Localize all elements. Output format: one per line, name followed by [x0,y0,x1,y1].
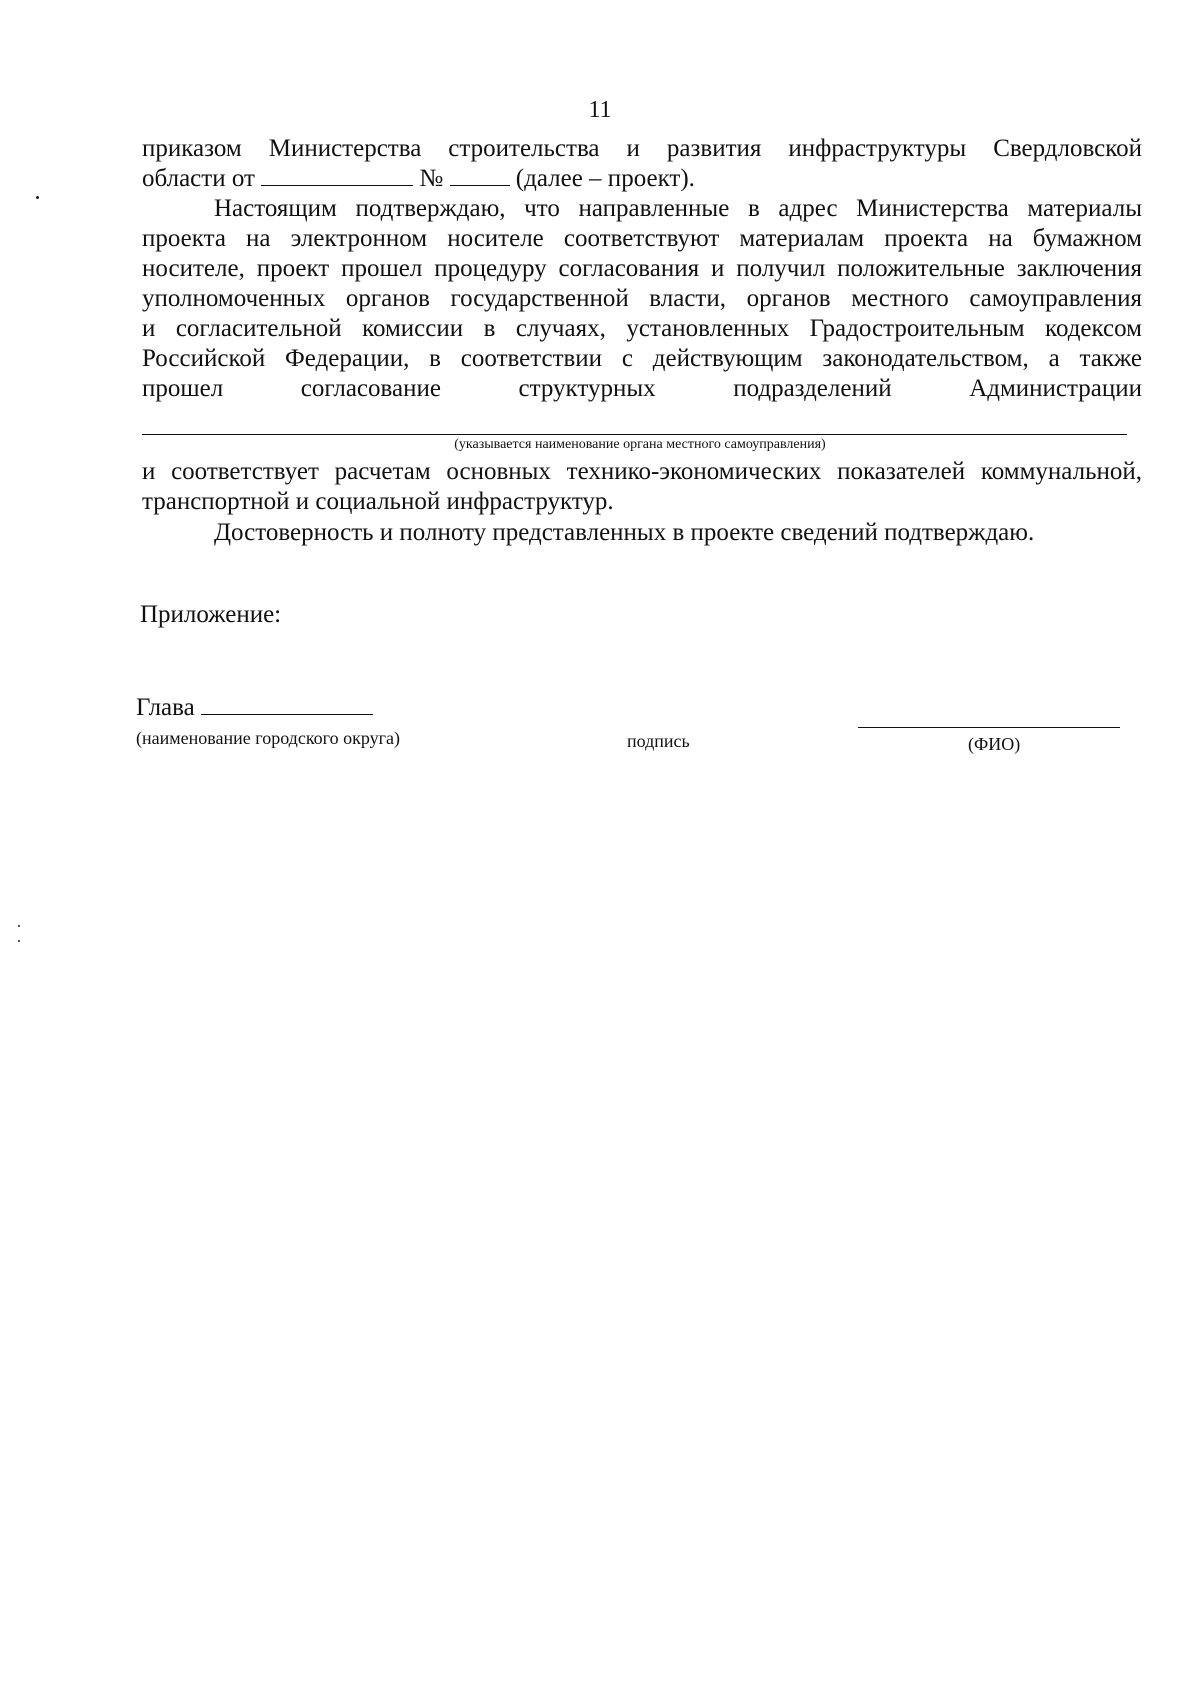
order-reference-line-1: приказом Министерства строительства и развития инфраструктуры Свердловской [142,135,1142,162]
confirmation-line-9: транспортной и социальной инфраструктур. [142,488,614,515]
paragraph-reliability [142,518,1142,548]
page-number: 11 [588,97,612,123]
paragraph-confirmation-continued [142,457,1142,517]
scan-speck [18,940,20,942]
paragraph-order-reference [142,134,1142,194]
confirmation-line-6: Российской Федерации, в соответствии с действующим законодательством, а также [142,345,1142,372]
head-line [136,693,536,723]
attachment-label: Приложение: [140,601,282,628]
confirmation-line-8: и соответствует расчетам основных технико-экономических показателей коммунальной, [142,458,1142,485]
full-name-caption: (ФИО) [968,734,1021,754]
order-reference-line-2 [142,164,1142,194]
order-reference-suffix: (далее – проект). [515,165,695,192]
attachment-section [140,600,1140,630]
district-name-blank [201,694,373,715]
order-date-label: области от [142,165,255,192]
confirmation-line-7: прошел согласование структурных подразделений Администрации [142,375,1142,402]
authority-name-blank-line [142,434,1127,435]
confirmation-line-3: носителе, проект прошел процедуру согласования и получил положительные заключения [142,255,1142,282]
order-number-blank [450,165,510,186]
full-name-blank-line [858,727,1120,728]
order-date-blank [261,165,413,186]
reliability-statement: Достоверность и полноту представленных в проекте сведений подтверждаю. [214,519,1035,546]
confirmation-line-2: проекта на электронном носителе соответствуют материалам проекта на бумажном [142,225,1142,252]
signature-caption: подпись [627,731,690,751]
confirmation-line-5: и согласительной комиссии в случаях, установленных Градостроительным кодексом [142,315,1142,342]
scan-speck [36,196,39,199]
order-number-sign: № [419,165,444,192]
scan-speck [18,925,20,927]
authority-name-caption: (указывается наименование органа местного самоуправления) [454,437,826,452]
paragraph-confirmation [142,194,1142,404]
confirmation-line-1: Настоящим подтверждаю, что направленные в адрес Министерства материалы [214,195,1142,222]
signature-head [136,693,536,723]
confirmation-line-4: уполномоченных органов государственной власти, органов местного самоуправления [142,285,1142,312]
district-name-caption: (наименование городского округа) [136,728,400,748]
head-label: Глава [136,694,195,721]
